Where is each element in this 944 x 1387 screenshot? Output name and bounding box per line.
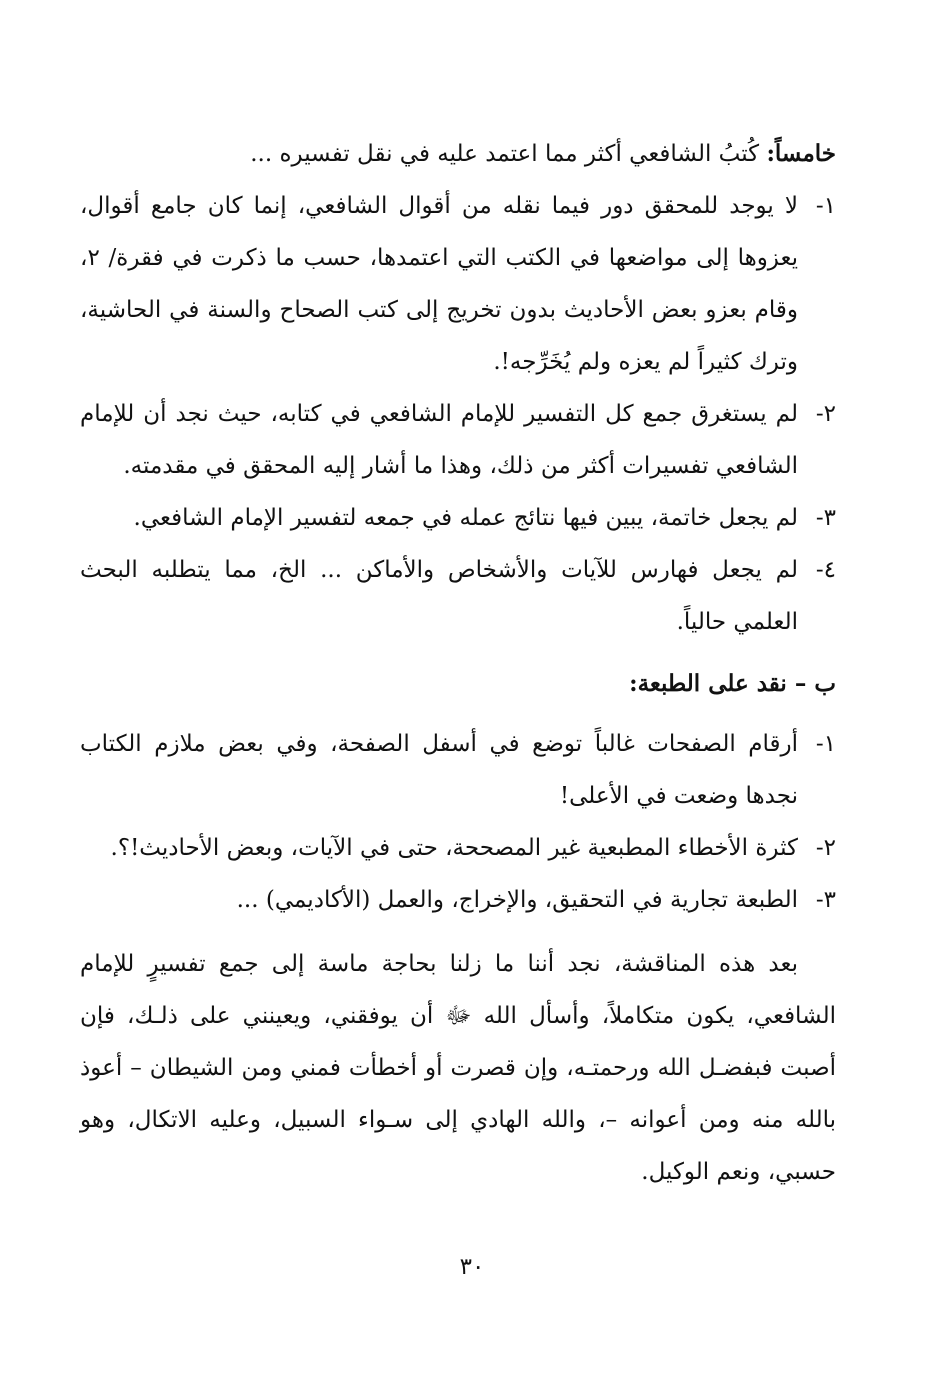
list-item bbox=[80, 544, 836, 648]
item-number: ٤- bbox=[815, 557, 836, 583]
item-text: الطبعة تجارية في التحقيق، والإخراج، والعمل (الأكاديمي) ... bbox=[236, 887, 798, 913]
item-number: ١- bbox=[815, 193, 836, 219]
page-number: ٣٠ bbox=[459, 1254, 485, 1280]
section-b-heading: ب – نقد على الطبعة: bbox=[629, 670, 836, 697]
section-a-heading bbox=[80, 128, 836, 180]
section-a-label: خامساً: bbox=[766, 140, 836, 167]
section-a-text: كُتبُ الشافعي أكثر مما اعتمد عليه في نقل تفسيره ... bbox=[250, 141, 760, 167]
page-body bbox=[80, 128, 836, 1221]
item-number: ٣- bbox=[815, 887, 836, 913]
item-text: لم يستغرق جمع كل التفسير للإمام الشافعي في كتابه، حيث نجد أن للإمام الشافعي تفسيرات أكثر من ذلك، وهذا ما أشار إليه المحقق في مقدمته. bbox=[80, 401, 798, 479]
item-text: أرقام الصفحات غالباً توضع في أسفل الصفحة، وفي بعض ملازم الكتاب نجدها وضعت في الأعلى! bbox=[80, 731, 798, 809]
item-text: كثرة الأخطاء المطبعية غير المصححة، حتى في الآيات، وبعض الأحاديث!؟. bbox=[110, 835, 798, 861]
list-item bbox=[80, 388, 836, 492]
conclusion-paragraph: بعد هذه المناقشة، نجد أننا ما زلنا بحاجة ماسة إلى جمع تفسيرٍ للإمام الشافعي، يكون متكاملاً، وأسأل الله ﷻ أن يوفقني، ويعينني على ذلـك، فإن أصبت فبفضـل الله ورحمتـه، وإن قصرت أو أخطأت فمني ومن الشيطان – أعوذ بالله منه ومن أعوانه –، والله الهادي إلى سـواء السبيل، وعليه الاتكال، وهو حسبي، ونعم الوكيل. bbox=[80, 951, 836, 1185]
list-item bbox=[80, 180, 836, 388]
item-text: لم يجعل فهارس للآيات والأشخاص والأماكن ... الخ، مما يتطلبه البحث العلمي حالياً. bbox=[80, 557, 798, 635]
item-number: ٢- bbox=[815, 401, 836, 427]
item-number: ٣- bbox=[815, 505, 836, 531]
item-text: لا يوجد للمحقق دور فيما نقله من أقوال الشافعي، إنما كان جامع أقوال، يعزوها إلى مواضعها في الكتب التي اعتمدها، حسب ما ذكرت في فقرة/ ٢، وقام بعزو بعض الأحاديث بدون تخريج إلى كتب الصحاح والسنة في الحاشية، وترك كثيراً لم يعزه ولم يُخَرِّجه!. bbox=[80, 193, 798, 375]
list-item bbox=[80, 492, 836, 544]
list-item bbox=[80, 874, 836, 926]
list-item bbox=[80, 822, 836, 874]
item-text: لم يجعل خاتمة، يبين فيها نتائج عمله في جمعه لتفسير الإمام الشافعي. bbox=[133, 505, 798, 531]
item-number: ١- bbox=[815, 731, 836, 757]
item-number: ٢- bbox=[815, 835, 836, 861]
list-item bbox=[80, 718, 836, 822]
